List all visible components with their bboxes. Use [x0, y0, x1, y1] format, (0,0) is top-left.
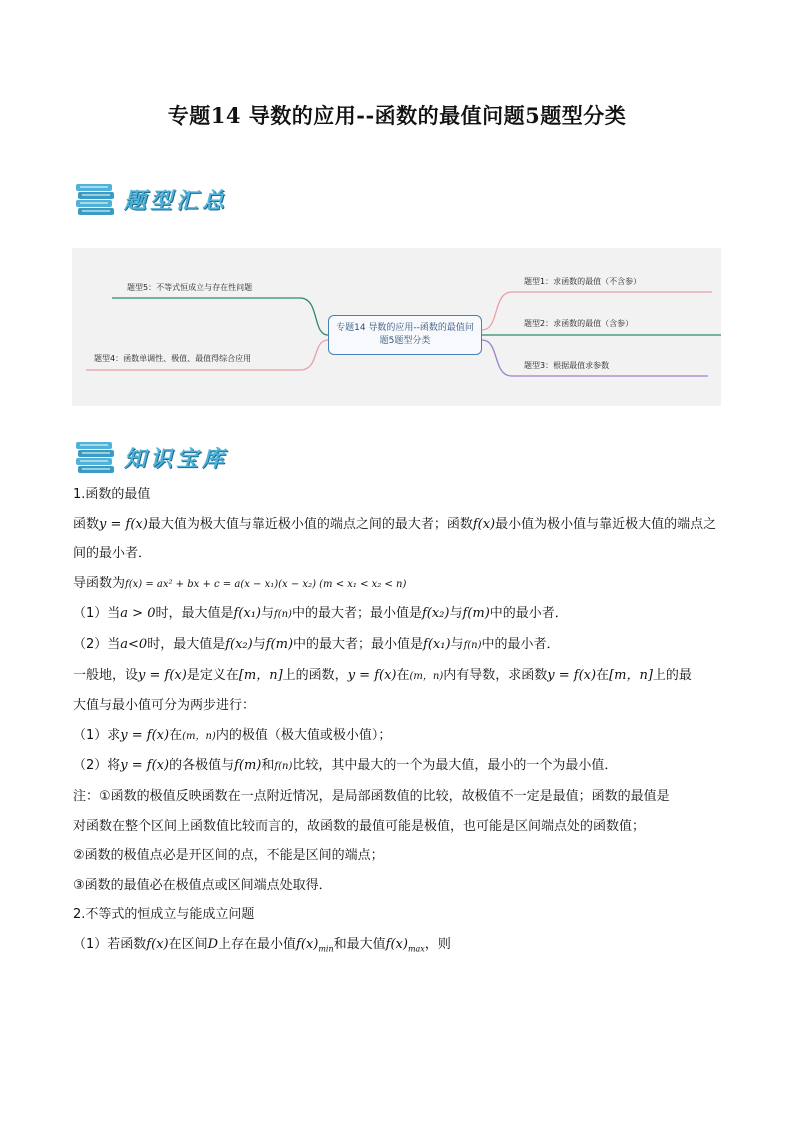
- mindmap-node-type5: 题型5：不等式恒成立与存在性问题: [127, 283, 253, 292]
- paragraph: 函数y = f(x)最大值为极大值与靠近极小值的端点之间的最大者；函数f(x)最小值为极小值与靠近极大值的端点之间的最小者．: [73, 516, 717, 562]
- mindmap-node-type4: 题型4：函数单调性、极值、最值得综合应用: [94, 354, 252, 363]
- paragraph: （2）当a<0时，最大值是f(x₂)与f(m)中的最大者；最小值是f(x₁)与f(n)中的最小者．: [73, 636, 560, 652]
- mindmap-node-type1: 题型1：求函数的最值（不含参）: [524, 277, 642, 286]
- paragraph: 对函数在整个区间上函数值比较而言的，故函数的最值可能是极值，也可能是区间端点处的函数值；: [73, 818, 646, 834]
- paragraph: （1）若函数f(x)在区间D上存在最小值$f(x)_{min}$和最大值$f(x)_{max}$，则: [73, 936, 451, 954]
- paragraph: （1）求y = f(x)在(m，n)内的极值（极大值或极小值）；: [73, 727, 392, 743]
- banner-label: 知识宝库: [124, 445, 229, 472]
- paragraph: 导函数为f(x) = ax² + bx + c = a(x − x₁)(x − x₂) (m < x₁ < x₂ < n): [73, 575, 407, 591]
- knowledge-content: [73, 480, 728, 964]
- paragraph: 大值与最小值可分为两步进行：: [73, 698, 256, 714]
- page-title: 专题14 导数的应用--函数的最值问题5题型分类: [167, 103, 627, 128]
- banner-label: 题型汇总: [124, 187, 229, 214]
- paragraph: 一般地，设y = f(x)是定义在[m，n]上的函数，y = f(x)在(m，n)内有导数，求函数y = f(x)在[m，n]上的最: [73, 667, 692, 683]
- mindmap-node-type3: 题型3：根据最值求参数: [524, 361, 610, 370]
- section-heading: 2.不等式的恒成立与能成立问题: [73, 907, 255, 923]
- books-icon: [74, 440, 116, 474]
- paragraph: ②函数的极值点必是开区间的点，不能是区间的端点；: [73, 848, 384, 864]
- mindmap-node-type2: 题型2：求函数的最值（含参）: [524, 319, 634, 328]
- mindmap-center-node: 专题14 导数的应用--函数的最值问题5题型分类: [328, 315, 482, 355]
- paragraph: （2）将y = f(x)的各极值与f(m)和f(n)比较，其中最大的一个为最大值，最小的一个为最小值．: [73, 758, 618, 774]
- paragraph: ③函数的最值必在极值点或区间端点处取得．: [73, 877, 332, 893]
- section-banner-summary: [74, 182, 228, 216]
- section-banner-knowledge: [74, 440, 228, 474]
- paragraph: 注：①函数的极值反映函数在一点附近情况，是局部函数值的比较，故极值不一定是最值；函数的最值是: [73, 788, 670, 804]
- paragraph: （1）当a > 0时，最大值是f(x₁)与f(n)中的最大者；最小值是f(x₂)与f(m)中的最小者．: [73, 606, 568, 622]
- section-heading: 1.函数的最值: [73, 487, 151, 502]
- books-icon: [74, 182, 116, 216]
- mindmap: [72, 248, 721, 406]
